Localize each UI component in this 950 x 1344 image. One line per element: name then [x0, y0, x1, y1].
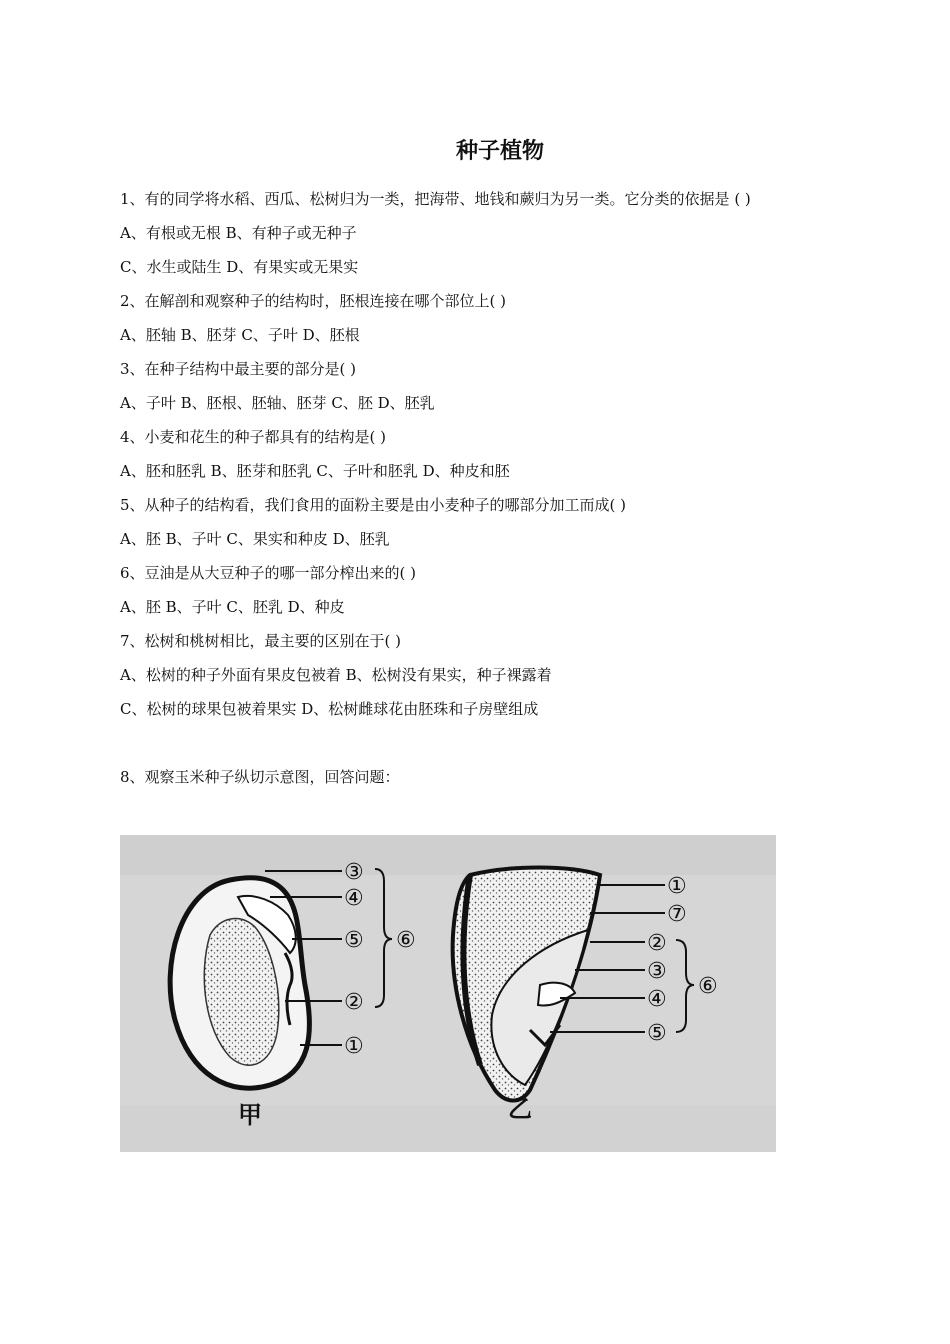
page-title: 种子植物: [455, 139, 544, 164]
option-line: A、有根或无根 B、有种子或无种子: [120, 224, 357, 242]
yi-label: ⑦: [667, 902, 687, 927]
option-line: C、松树的球果包被着果实 D、松树雌球花由胚珠和子房壁组成: [120, 700, 539, 718]
jia-label: ②: [344, 990, 364, 1015]
jia-brace-label: ⑥: [396, 928, 416, 953]
yi-label: ③: [647, 959, 667, 984]
question-line: 4、小麦和花生的种子都具有的结构是( ): [120, 428, 387, 446]
question-line: 2、在解剖和观察种子的结构时，胚根连接在哪个部位上( ): [120, 292, 507, 310]
option-line: A、松树的种子外面有果皮包被着 B、松树没有果实，种子裸露着: [120, 666, 552, 684]
option-line: A、子叶 B、胚根、胚轴、胚芽 C、胚 D、胚乳: [120, 394, 435, 412]
jia-label: ⑤: [344, 928, 364, 953]
jia-label: ④: [344, 886, 364, 911]
question-line: 5、从种子的结构看，我们食用的面粉主要是由小麦种子的哪部分加工而成( ): [120, 496, 627, 514]
question-line: 1、有的同学将水稻、西瓜、松树归为一类，把海带、地钱和蕨归为另一类。它分类的依据是 ( ): [120, 190, 751, 208]
seed-jia-drawing: [170, 878, 309, 1088]
option-line: A、胚和胚乳 B、胚芽和胚乳 C、子叶和胚乳 D、种皮和胚: [120, 462, 510, 480]
option-line: A、胚轴 B、胚芽 C、子叶 D、胚根: [120, 326, 360, 344]
yi-caption: 乙: [508, 1095, 532, 1123]
jia-label: ①: [344, 1034, 364, 1059]
question-8-line: 8、观察玉米种子纵切示意图，回答问题：: [120, 768, 400, 786]
question-line: 6、豆油是从大豆种子的哪一部分榨出来的( ): [120, 564, 417, 582]
yi-brace-label: ⑥: [698, 974, 718, 999]
question-line: 7、松树和桃树相比，最主要的区别在于( ): [120, 632, 402, 650]
option-line: A、胚 B、子叶 C、果实和种皮 D、胚乳: [120, 530, 390, 548]
seed-diagram: [120, 835, 776, 1152]
question-line: 3、在种子结构中最主要的部分是( ): [120, 360, 357, 378]
yi-label: ④: [647, 987, 667, 1012]
jia-caption: 甲: [238, 1101, 262, 1129]
option-line: A、胚 B、子叶 C、胚乳 D、种皮: [120, 598, 345, 616]
yi-label: ②: [647, 931, 667, 956]
yi-label: ⑤: [647, 1021, 667, 1046]
option-line: C、水生或陆生 D、有果实或无果实: [120, 258, 359, 276]
yi-label: ①: [667, 874, 687, 899]
question-list: [120, 186, 840, 798]
jia-label: ③: [344, 860, 364, 885]
